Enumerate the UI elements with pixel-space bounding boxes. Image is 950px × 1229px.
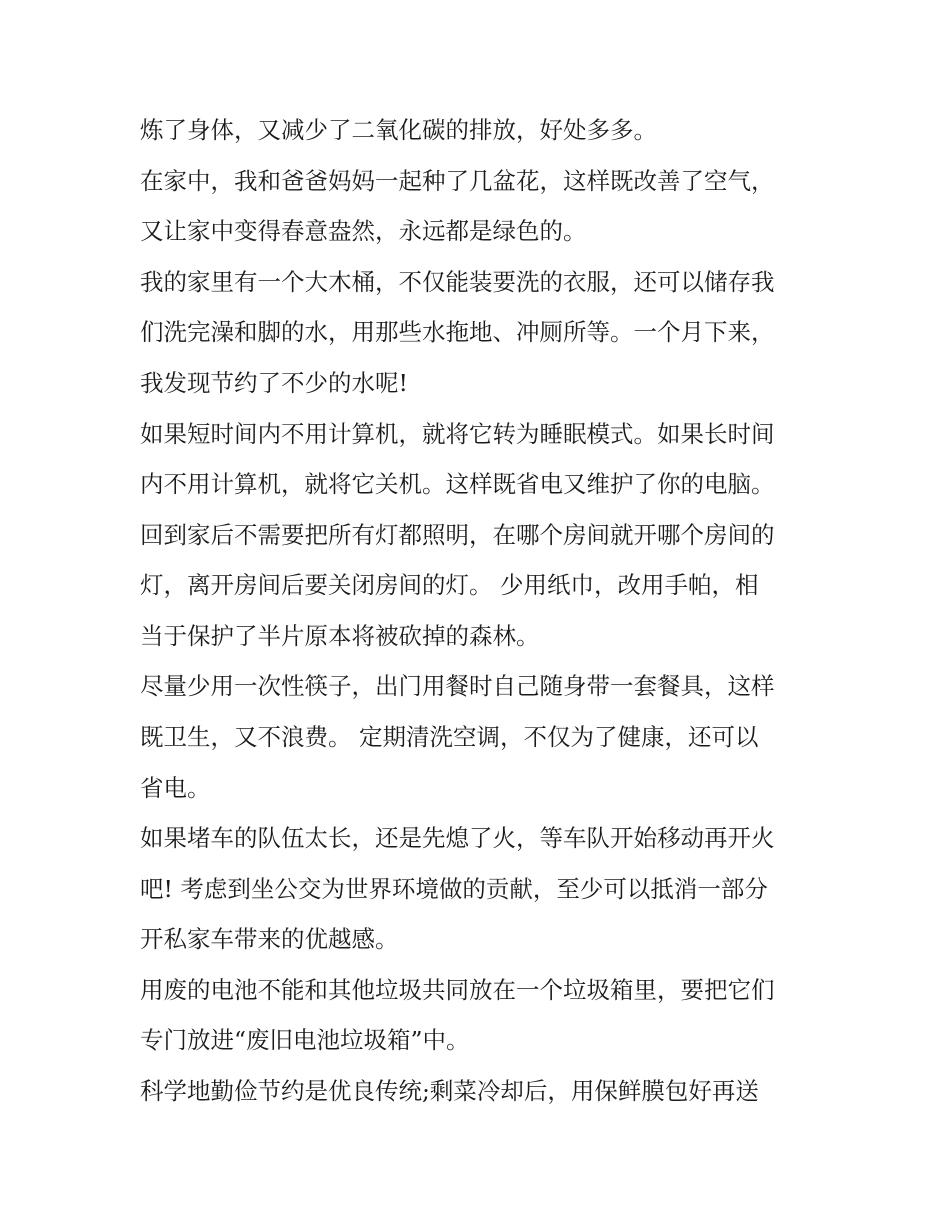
- text-line: 我发现节约了不少的水呢!: [140, 369, 408, 397]
- text-line: 回到家后不需要把所有灯都照明，在哪个房间就开哪个房间的: [140, 521, 775, 549]
- text-line: 专门放进“废旧电池垃圾箱”中。: [140, 1026, 470, 1054]
- text-line: 如果短时间内不用计算机，就将它转为睡眠模式。如果长时间: [140, 420, 775, 448]
- text-line: 开私家车带来的优越感。: [140, 925, 399, 953]
- text-line: 吧! 考虑到坐公交为世界环境做的贡献，至少可以抵消一部分: [140, 875, 768, 903]
- text-line: 内不用计算机，就将它关机。这样既省电又维护了你的电脑。: [140, 470, 775, 498]
- text-line: 在家中，我和爸爸妈妈一起种了几盆花，这样既改善了空气，: [140, 167, 775, 195]
- text-line: 既卫生，又不浪费。 定期清洗空调，不仅为了健康，还可以: [140, 723, 759, 751]
- text-line: 如果堵车的队伍太长，还是先熄了火，等车队开始移动再开火: [140, 824, 775, 852]
- text-line: 当于保护了半片原本将被砍掉的森林。: [140, 622, 540, 650]
- text-line: 科学地勤俭节约是优良传统;剩菜冷却后，用保鲜膜包好再送: [140, 1077, 759, 1105]
- text-line: 灯，离开房间后要关闭房间的灯。 少用纸巾，改用手帕，相: [140, 571, 759, 599]
- text-line: 我的家里有一个大木桶，不仅能装要洗的衣服，还可以储存我: [140, 268, 775, 296]
- text-line: 炼了身体，又减少了二氧化碳的排放，好处多多。: [140, 116, 657, 144]
- text-line: 们洗完澡和脚的水，用那些水拖地、冲厕所等。一个月下来，: [140, 318, 775, 346]
- text-line: 尽量少用一次性筷子，出门用餐时自己随身带一套餐具，这样: [140, 672, 775, 700]
- text-line: 又让家中变得春意盎然，永远都是绿色的。: [140, 217, 587, 245]
- text-line: 用废的电池不能和其他垃圾共同放在一个垃圾箱里，要把它们: [140, 976, 775, 1004]
- text-line: 省电。: [140, 774, 211, 802]
